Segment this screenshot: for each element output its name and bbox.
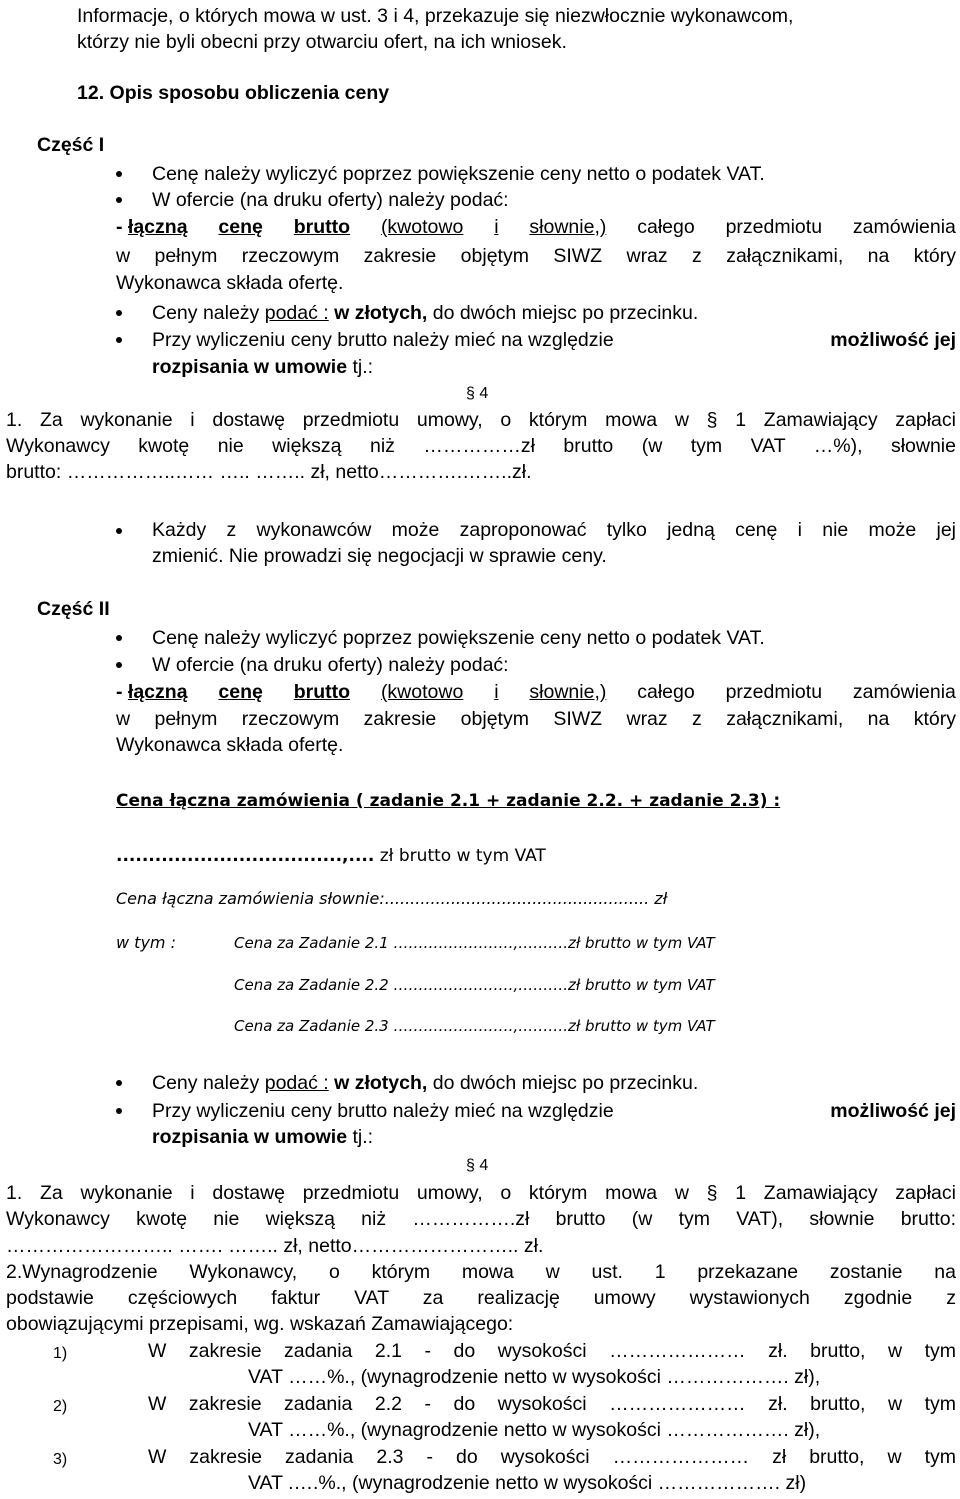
zadanie-2-3-price: Cena za Zadanie 2.3 ……………………,……….zł brutto w tym VAT (234, 1017, 715, 1035)
bullet-icon (116, 337, 122, 343)
part1-bullet-5-line-1: Każdy z wykonawców może zaproponować tylko jedną cenę i nie może jej (152, 519, 956, 541)
part1-bullet-1: Cenę należy wyliczyć poprzez powiększenie ceny netto o podatek VAT. (152, 163, 765, 185)
item-1-line-2: VAT ……%., (wynagrodzenie netto w wysokości ………………. zł), (248, 1366, 821, 1388)
cena-slownie-line: Cena łączna zamówienia słownie:.................................................... zł (116, 889, 668, 908)
intro-line-1: Informacje, o których mowa w ust. 3 i 4, przekazuje się niezwłocznie wykonawcom, (77, 5, 794, 27)
item-1-line-1: W zakresie zadania 2.1 - do wysokości ………………… zł. brutto, w tym (148, 1340, 956, 1362)
part2-total-line-3: Wykonawca składa ofertę. (116, 734, 344, 756)
part1-bullet-3: Ceny należy podać : w złotych, do dwóch miejsc po przecinku. (152, 302, 699, 324)
bullet-icon (116, 171, 122, 177)
bullet-icon (116, 662, 122, 668)
bullet-icon (116, 310, 122, 316)
item-number: 2) (53, 1398, 68, 1415)
part2-total-line-1: - łączną cenę brutto (kwotowo i słownie,) całego przedmiotu zamówienia (116, 681, 956, 703)
zadanie-2-2-price: Cena za Zadanie 2.2 ……………………,……….zł brutto w tym VAT (234, 976, 715, 994)
bullet-icon (116, 1080, 122, 1086)
item-2-line-1: W zakresie zadania 2.2 - do wysokości ………………… zł. brutto, w tym (148, 1393, 956, 1415)
part2-p2-line-3: obowiązującymi przepisami, wg. wskazań Zamawiającego: (6, 1313, 514, 1335)
bullet-icon (116, 197, 122, 203)
part1-p1-line-2: Wykonawcy kwotę nie większą niż ……………zł brutto (w tym VAT …%), słownie (6, 435, 956, 457)
part2-p2-line-2: podstawie częściowych faktur VAT za realizację umowy wystawionych zgodnie z (6, 1287, 956, 1309)
part2-bullet-1: Cenę należy wyliczyć poprzez powiększenie ceny netto o podatek VAT. (152, 627, 765, 649)
bullet-icon (116, 528, 122, 534)
item-number: 1) (53, 1345, 68, 1362)
item-2-line-2: VAT ……%., (wynagrodzenie netto w wysokości ………………. zł), (248, 1419, 821, 1441)
part1-total-line-3: Wykonawca składa ofertę. (116, 272, 344, 294)
part2-bullet-3: Ceny należy podać : w złotych, do dwóch miejsc po przecinku. (152, 1072, 699, 1094)
part1-bullet-4-line-2: rozpisania w umowie tj.: (152, 356, 374, 378)
part1-bullet-2: W ofercie (na druku oferty) należy podać: (152, 189, 509, 211)
part1-bullet-4-line-1: Przy wyliczeniu ceny brutto należy mieć na względzie możliwość jej (152, 329, 956, 351)
item-3-line-2: VAT .….%., (wynagrodzenie netto w wysokości ………………. zł) (248, 1472, 807, 1494)
part1-total-line-2: w pełnym rzeczowym zakresie objętym SIWZ wraz z załącznikami, na który (116, 245, 956, 267)
part2-p2-line-1: 2.Wynagrodzenie Wykonawcy, o którym mowa w ust. 1 przekazane zostanie na (6, 1261, 956, 1283)
cena-laczna-heading: Cena łączna zamówienia ( zadanie 2.1 + zadanie 2.2. + zadanie 2.3) : (116, 791, 781, 811)
part2-p1-line-2: Wykonawcy kwotę nie większą niż …………….zł brutto (w tym VAT), słownie brutto: (6, 1208, 956, 1230)
section-12-heading: 12. Opis sposobu obliczenia ceny (77, 82, 390, 104)
bullet-icon (116, 1108, 122, 1114)
part2-p1-line-3: …………………….. ……. …….. zł, netto…………………….. zł. (6, 1235, 544, 1257)
part2-total-line-2: w pełnym rzeczowym zakresie objętym SIWZ wraz z załącznikami, na który (116, 708, 956, 730)
intro-line-2: którzy nie byli obecni przy otwarciu ofert, na ich wniosek. (77, 31, 567, 53)
brutto-total-line: ...................................,.... zł brutto w tym VAT (116, 846, 546, 866)
part-1-heading: Część I (37, 134, 105, 156)
part1-paragraph-mark: § 4 (466, 385, 489, 402)
part2-paragraph-mark: § 4 (466, 1157, 489, 1174)
part1-total-line-1: - łączną cenę brutto (kwotowo i słownie,) całego przedmiotu zamówienia (116, 216, 956, 238)
part1-p1-line-1: 1. Za wykonanie i dostawę przedmiotu umowy, o którym mowa w § 1 Zamawiający zapłaci (6, 409, 956, 431)
w-tym-label: w tym : (116, 933, 176, 952)
part2-p1-line-1: 1. Za wykonanie i dostawę przedmiotu umowy, o którym mowa w § 1 Zamawiający zapłaci (6, 1182, 956, 1204)
item-3-line-1: W zakresie zadania 2.3 - do wysokości ………………… zł brutto, w tym (148, 1446, 956, 1468)
part2-bullet-4-line-1: Przy wyliczeniu ceny brutto należy mieć na względzie możliwość jej (152, 1100, 956, 1122)
bullet-icon (116, 635, 122, 641)
item-number: 3) (53, 1451, 68, 1468)
part2-bullet-2: W ofercie (na druku oferty) należy podać: (152, 654, 509, 676)
part-2-heading: Część II (37, 598, 110, 620)
part1-p1-line-3: brutto: ……………..…… ….. …….. zł, netto………….……..zł. (6, 461, 532, 483)
part1-bullet-5-line-2: zmienić. Nie prowadzi się negocjacji w sprawie ceny. (152, 545, 607, 567)
part2-bullet-4-line-2: rozpisania w umowie tj.: (152, 1126, 374, 1148)
zadanie-2-1-price: Cena za Zadanie 2.1 ……………………,……….zł brutto w tym VAT (234, 934, 715, 952)
